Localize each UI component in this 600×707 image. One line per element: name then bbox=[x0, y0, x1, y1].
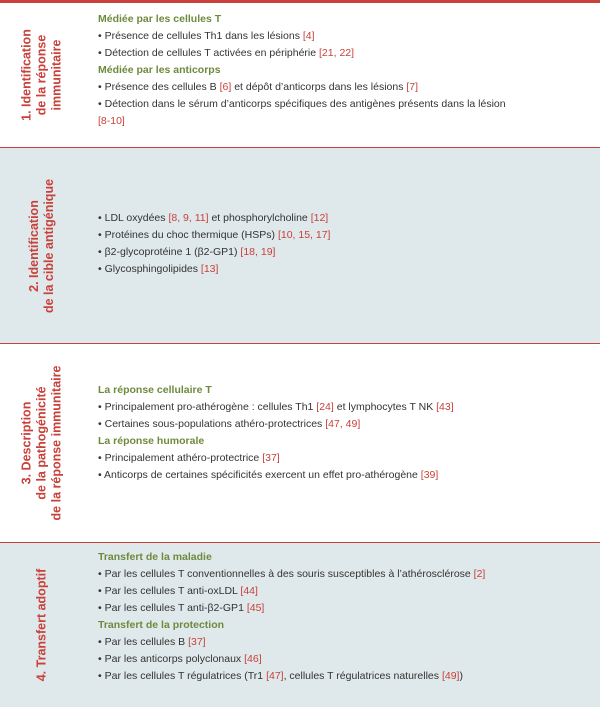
row-content bbox=[98, 382, 592, 484]
list-item: • Glycosphingolipides [13] bbox=[98, 263, 219, 275]
list-item-continuation: [8-10] bbox=[98, 115, 125, 127]
list-item: • Par les cellules T anti-β2-GP1 [45] bbox=[98, 602, 265, 614]
list-item: • Principalement pro-athérogène : cellules Th1 [24] et lymphocytes T NK [43] bbox=[98, 401, 454, 413]
row-label-line: de la pathogénicité bbox=[34, 386, 49, 500]
list-item: • Détection de cellules T activées en périphérie [21, 22] bbox=[98, 47, 355, 59]
row-label-line: 4. Transfert adoptif bbox=[34, 568, 49, 682]
row-label bbox=[0, 344, 84, 542]
section-title: Médiée par les cellules T bbox=[98, 13, 222, 25]
list-item: • LDL oxydées [8, 9, 11] et phosphorylcholine [12] bbox=[98, 212, 329, 224]
row-label bbox=[0, 148, 84, 343]
section-title: La réponse humorale bbox=[98, 435, 205, 447]
list-item: • Protéines du choc thermique (HSPs) [10, 15, 17] bbox=[98, 229, 331, 241]
row-label-line: 3. Description bbox=[19, 401, 34, 485]
row-identification-immune-response bbox=[0, 3, 600, 147]
section-title: Transfert de la maladie bbox=[98, 551, 212, 563]
section-title: Transfert de la protection bbox=[98, 619, 225, 631]
list-item: • Détection dans le sérum d’anticorps spécifiques des antigènes présents dans la lésion bbox=[98, 98, 506, 110]
list-item: • β2-glycoprotéine 1 (β2-GP1) [18, 19] bbox=[98, 246, 276, 258]
row-label-line: de la réponse immunitaire bbox=[49, 365, 64, 521]
row-label bbox=[0, 3, 84, 147]
list-item: • Par les cellules T régulatrices (Tr1 [47], cellules T régulatrices naturelles [49]) bbox=[98, 670, 463, 682]
row-content bbox=[98, 11, 592, 130]
section-title: La réponse cellulaire T bbox=[98, 384, 212, 396]
row-label-line: immunitaire bbox=[49, 39, 64, 111]
list-item: • Présence des cellules B [6] et dépôt d’anticorps dans les lésions [7] bbox=[98, 81, 419, 93]
row-adoptive-transfer bbox=[0, 543, 600, 707]
list-item: • Par les cellules T conventionnelles à des souris susceptibles à l’athérosclérose [2] bbox=[98, 568, 486, 580]
list-item: • Certaines sous-populations athéro-protectrices [47, 49] bbox=[98, 418, 361, 430]
row-identification-antigen-target bbox=[0, 148, 600, 343]
row-label-line: 1. Identification bbox=[19, 29, 34, 121]
list-item: • Anticorps de certaines spécificités exercent un effet pro-athérogène [39] bbox=[98, 469, 439, 481]
section-title: Médiée par les anticorps bbox=[98, 64, 221, 76]
row-content bbox=[98, 210, 592, 278]
list-item: • Par les cellules B [37] bbox=[98, 636, 206, 648]
list-item: • Par les cellules T anti-oxLDL [44] bbox=[98, 585, 258, 597]
list-item: • Par les anticorps polyclonaux [46] bbox=[98, 653, 262, 665]
row-content bbox=[98, 549, 592, 685]
row-description-pathogenicity bbox=[0, 344, 600, 542]
row-label-line: de la cible antigénique bbox=[42, 178, 56, 313]
list-item: • Principalement athéro-protectrice [37] bbox=[98, 452, 280, 464]
row-label-line: de la réponse bbox=[34, 34, 49, 116]
list-item: • Présence de cellules Th1 dans les lésions [4] bbox=[98, 30, 315, 42]
row-label-line: 2. Identification bbox=[27, 199, 41, 292]
row-label bbox=[0, 543, 84, 707]
